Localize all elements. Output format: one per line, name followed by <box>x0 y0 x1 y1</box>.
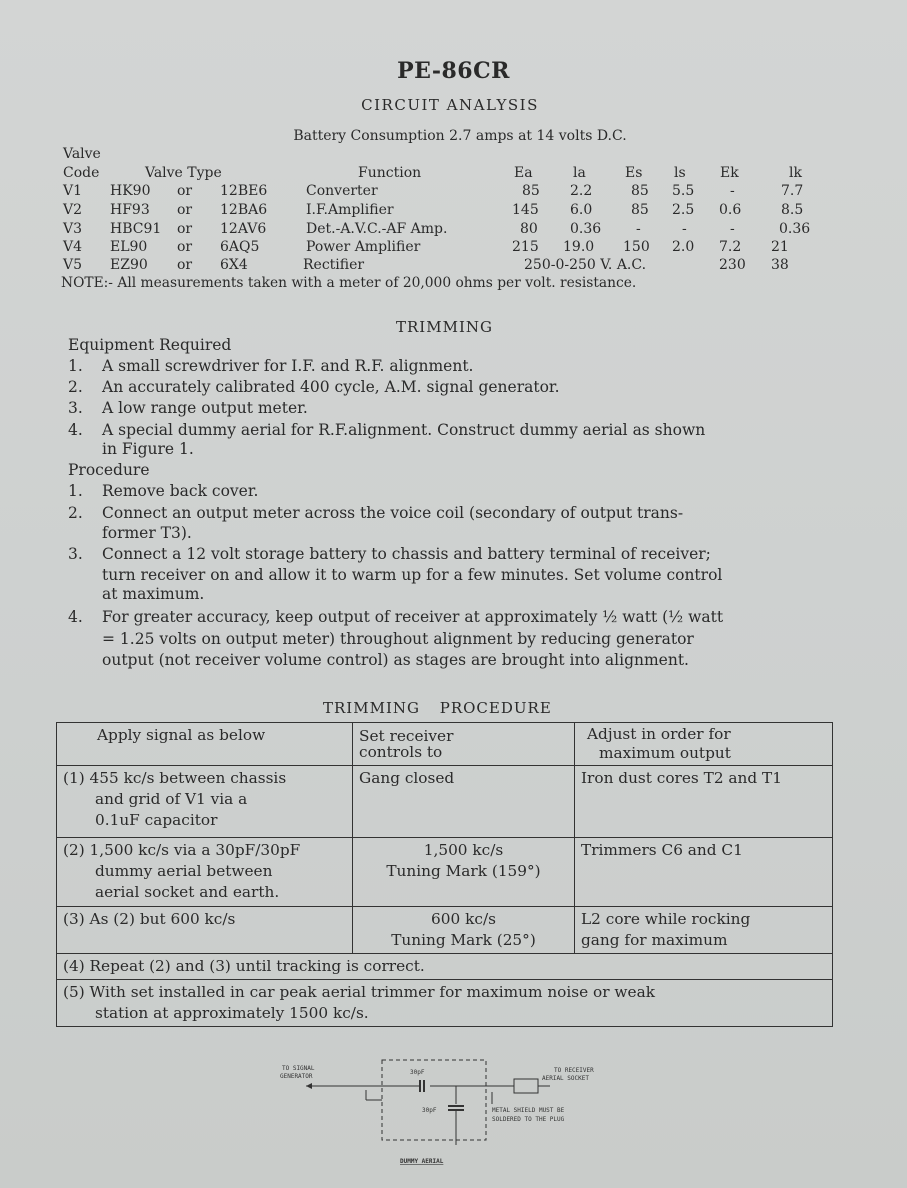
cell-adjust <box>575 766 833 838</box>
cell-function: Power Amplifier <box>306 239 421 255</box>
table-row <box>57 838 833 907</box>
cell-line: (4) Repeat (2) and (3) until tracking is correct. <box>63 957 425 975</box>
cell-line: 0.1uF capacitor <box>95 811 218 829</box>
cell-ek: - <box>730 183 735 199</box>
cell-or: or <box>177 221 193 237</box>
list-text: A low range output meter. <box>102 399 308 417</box>
list-number: 3. <box>68 545 83 563</box>
cell-code: V4 <box>63 239 83 255</box>
header-set-receiver <box>353 723 575 766</box>
list-text: Remove back cover. <box>102 482 259 500</box>
cell-line: 600 kc/s <box>431 910 496 928</box>
cell-la: 2.2 <box>570 183 593 199</box>
header-line: controls to <box>359 743 443 761</box>
cell-or: or <box>177 183 193 199</box>
cell-type2: 6X4 <box>220 257 248 273</box>
cell-line: Trimmers C6 and C1 <box>581 841 743 859</box>
cell-ea: 85 <box>522 183 540 199</box>
cell-type2: 12AV6 <box>220 221 267 237</box>
list-text: turn receiver on and allow it to warm up for a few minutes. Set volume control <box>102 566 723 584</box>
cell-line: gang for maximum <box>581 931 728 949</box>
cell-ek: 7.2 <box>719 239 742 255</box>
cell-ls: 5.5 <box>672 183 695 199</box>
measurement-note: NOTE:- All measurements taken with a meter of 20,000 ohms per volt. resistance. <box>61 275 637 291</box>
list-text: in Figure 1. <box>102 440 194 458</box>
cell-line: (3) As (2) but 600 kc/s <box>63 910 236 928</box>
label-cap-bottom: 30pF <box>422 1107 437 1114</box>
cell-la: 6.0 <box>570 202 593 218</box>
header-valve: Valve <box>63 146 101 162</box>
cell-line: station at approximately 1500 kc/s. <box>95 1004 369 1022</box>
arrow-left-icon <box>306 1083 312 1089</box>
list-number: 4. <box>68 608 83 626</box>
cell-line: Tuning Mark (159°) <box>386 862 541 880</box>
cell-ek: 230 <box>719 257 746 273</box>
cell-full <box>57 954 833 980</box>
cell-code: V2 <box>63 202 83 218</box>
header-adjust <box>575 723 833 766</box>
table-row <box>57 980 833 1027</box>
cell-es: 85 <box>631 202 649 218</box>
col-ek: Ek <box>720 165 739 181</box>
cell-la: 19.0 <box>563 239 595 255</box>
page-title: PE-86CR <box>397 58 510 84</box>
list-text: An accurately calibrated 400 cycle, A.M. signal generator. <box>102 378 560 396</box>
list-number: 2. <box>68 378 83 396</box>
table-row <box>57 954 833 980</box>
circuit-analysis-heading: CIRCUIT ANALYSIS <box>361 96 539 114</box>
label-to-signal: GENERATOR <box>280 1073 313 1080</box>
cell-line: (2) 1,500 kc/s via a 30pF/30pF <box>63 841 301 859</box>
table-header-row <box>57 723 833 766</box>
cell-line: 1,500 kc/s <box>423 841 504 859</box>
cell-or: or <box>177 202 193 218</box>
cell-lk: 8.5 <box>781 202 804 218</box>
cell-function: Converter <box>306 183 378 199</box>
list-number: 1. <box>68 357 83 375</box>
cell-type1: HK90 <box>110 183 151 199</box>
cell-or: or <box>177 257 193 273</box>
label-to-receiver: TO RECEIVER <box>554 1067 594 1074</box>
list-text: at maximum. <box>102 585 205 603</box>
procedure-heading: Procedure <box>68 461 150 479</box>
cell-ea: 145 <box>512 202 539 218</box>
cell-code: V1 <box>63 183 83 199</box>
cell-line: and grid of V1 via a <box>95 790 248 808</box>
header-line: Apply signal as below <box>97 726 266 744</box>
list-text: output (not receiver volume control) as stages are brought into alignment. <box>102 651 689 669</box>
cell-controls <box>353 838 575 907</box>
cell-or: or <box>177 239 193 255</box>
cell-type2: 6AQ5 <box>220 239 260 255</box>
diagram-wiring <box>306 1060 550 1145</box>
label-cap-top: 30pF <box>410 1069 425 1076</box>
cell-ls: - <box>682 221 687 237</box>
cell-function: Det.-A.V.C.-AF Amp. <box>306 221 448 237</box>
cell-code: V5 <box>63 257 83 273</box>
trimming-procedure-heading: TRIMMING PROCEDURE <box>323 699 552 717</box>
cell-controls <box>353 766 575 838</box>
list-number: 3. <box>68 399 83 417</box>
plug-body <box>514 1079 538 1093</box>
table-row <box>57 907 833 954</box>
equipment-heading: Equipment Required <box>68 336 232 354</box>
cell-line: Gang closed <box>359 769 455 787</box>
label-shield-note: METAL SHIELD MUST BE <box>492 1107 565 1114</box>
col-function: Function <box>358 165 422 181</box>
cell-signal <box>57 838 353 907</box>
cell-line: L2 core while rocking <box>581 910 751 928</box>
col-valve-type: Valve Type <box>145 165 222 181</box>
col-code: Code <box>63 165 100 181</box>
cell-line: Iron dust cores T2 and T1 <box>581 769 782 787</box>
list-text: Connect a 12 volt storage battery to chassis and battery terminal of receiver; <box>102 545 711 563</box>
cell-controls <box>353 907 575 954</box>
cell-signal <box>57 766 353 838</box>
cell-ea: 80 <box>520 221 538 237</box>
cell-signal <box>57 907 353 954</box>
list-text: For greater accuracy, keep output of receiver at approximately ½ watt (½ watt <box>102 608 724 626</box>
list-text: former T3). <box>102 524 192 542</box>
cell-la: 0.36 <box>570 221 602 237</box>
col-ls: ls <box>674 165 686 181</box>
cell-type1: HF93 <box>110 202 150 218</box>
cell-type1: HBC91 <box>110 221 162 237</box>
dummy-aerial-diagram <box>270 1050 630 1170</box>
cell-type1: EL90 <box>110 239 148 255</box>
cell-type2: 12BA6 <box>220 202 268 218</box>
cell-lk: 7.7 <box>781 183 804 199</box>
header-apply-signal <box>57 723 353 766</box>
label-to-receiver: AERIAL SOCKET <box>542 1075 589 1082</box>
col-la: la <box>573 165 586 181</box>
battery-consumption: Battery Consumption 2.7 amps at 14 volts D.C. <box>293 128 627 144</box>
col-ea: Ea <box>514 165 533 181</box>
cell-lk: 38 <box>771 257 789 273</box>
col-es: Es <box>625 165 643 181</box>
header-line: Set receiver <box>359 727 454 745</box>
cell-full <box>57 980 833 1027</box>
cell-adjust <box>575 838 833 907</box>
cell-ea: 215 <box>512 239 539 255</box>
table-row <box>57 766 833 838</box>
label-shield-note: SOLDERED TO THE PLUG <box>492 1116 565 1123</box>
shield-box <box>382 1060 486 1140</box>
cell-type1: EZ90 <box>110 257 148 273</box>
cell-lk: 0.36 <box>779 221 811 237</box>
cell-ls: 2.0 <box>672 239 695 255</box>
list-text: A small screwdriver for I.F. and R.F. alignment. <box>102 357 474 375</box>
trimming-heading: TRIMMING <box>396 318 493 336</box>
list-number: 4. <box>68 421 83 439</box>
cell-code: V3 <box>63 221 83 237</box>
list-number: 1. <box>68 482 83 500</box>
header-line: maximum output <box>599 744 731 762</box>
list-text: A special dummy aerial for R.F.alignment. Construct dummy aerial as shown <box>102 421 706 439</box>
cell-line: dummy aerial between <box>95 862 273 880</box>
cell-es: 150 <box>623 239 650 255</box>
cell-function: I.F.Amplifier <box>306 202 394 218</box>
cell-ek: - <box>730 221 735 237</box>
trimming-procedure-table <box>56 722 833 1027</box>
cell-lk: 21 <box>771 239 789 255</box>
cell-type2: 12BE6 <box>220 183 268 199</box>
label-to-signal: TO SIGNAL <box>282 1065 315 1072</box>
cell-rectifier-voltage: 250-0-250 V. A.C. <box>524 257 647 273</box>
cell-ek: 0.6 <box>719 202 742 218</box>
cell-line: aerial socket and earth. <box>95 883 280 901</box>
diagram-caption: DUMMY AERIAL <box>400 1158 444 1165</box>
list-text: Connect an output meter across the voice coil (secondary of output trans- <box>102 504 684 522</box>
cell-line: (1) 455 kc/s between chassis <box>63 769 287 787</box>
list-text: = 1.25 volts on output meter) throughout alignment by reducing generator <box>102 630 694 648</box>
cell-function: Rectifier <box>303 257 365 273</box>
cell-line: (5) With set installed in car peak aerial trimmer for maximum noise or weak <box>63 983 655 1001</box>
cell-line: Tuning Mark (25°) <box>391 931 536 949</box>
header-line: Adjust in order for <box>587 725 731 743</box>
cell-ls: 2.5 <box>672 202 695 218</box>
cell-adjust <box>575 907 833 954</box>
cell-es: 85 <box>631 183 649 199</box>
list-number: 2. <box>68 504 83 522</box>
cell-es: - <box>636 221 641 237</box>
col-lk: lk <box>789 165 802 181</box>
